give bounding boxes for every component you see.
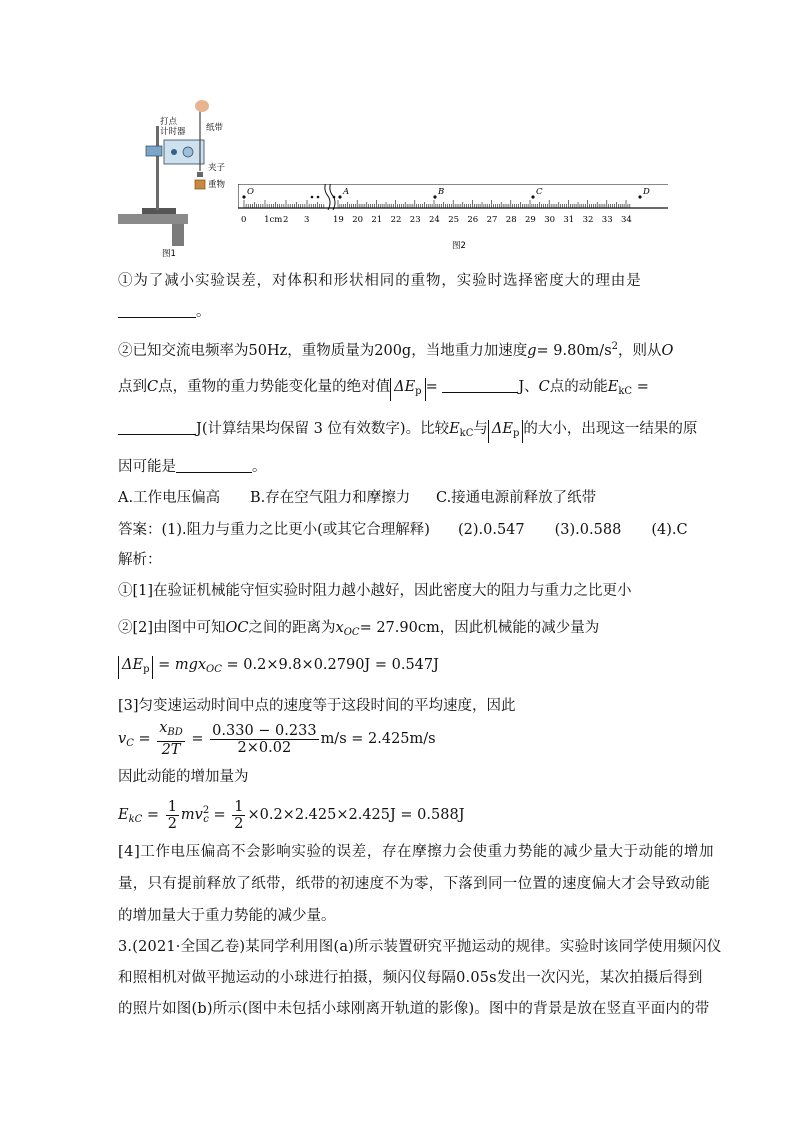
dEp-blank[interactable] <box>442 376 518 393</box>
ruler-tick-label: 2 <box>283 215 289 225</box>
q2-text-i: J(计算结果均保留 3 位有效数字)。比较 <box>196 421 450 437</box>
next-q-l1: 3.(2021·全国乙卷)某同学利用图(a)所示装置研究平抛运动的规律。实验时该同学使用频闪仪 <box>118 939 722 955</box>
ruler-tick-label: 21 <box>371 215 383 225</box>
tape-point-label: C <box>536 187 543 197</box>
analysis-s2: ②[2]由图中可知OC之间的距离为$x_{OC}= 27.90cm$，因此机械能的减少量为 <box>118 620 600 638</box>
tape-dot <box>311 196 314 199</box>
q2-line1 <box>118 337 678 361</box>
formula-2: $v_C$ = $\frac{x_{BD}}{2T}$ = $\frac{0.330 - 0.233}{2\times 0.02}$ m/s = 2.425m/s <box>118 720 436 758</box>
q2-text-a: ②已知交流电频率为 <box>118 343 249 359</box>
analysis-s1: ①[1]在验证机械能守恒实验时阻力越小越好，因此密度大的阻力与重力之比更小 <box>118 583 632 599</box>
q2-text-d: ，则从 <box>618 343 662 359</box>
answer-1: (1).阻力与重力之比更小(或其它合理解释) <box>161 522 430 538</box>
q2-g: g <box>527 343 537 359</box>
figure1-caption: 图1 <box>162 249 176 259</box>
hand-icon <box>195 100 209 112</box>
answer-3: (3).0.588 <box>554 522 622 538</box>
option-a[interactable]: A.工作电压偏高 <box>118 490 221 506</box>
ruler-tick-label: 31 <box>563 215 575 225</box>
ruler-tick-label: 3 <box>304 215 310 225</box>
answer-4: (4).C <box>651 522 688 538</box>
q2-text-k: 的大小，出现这一结果的原 <box>523 421 698 437</box>
tape-dot <box>317 196 320 199</box>
tape-point-label: O <box>247 187 254 197</box>
analysis-s5-2: 量，只有提前释放了纸带，纸带的初速度不为零，下落到同一位置的速度偏大才会导致动能 <box>118 876 710 892</box>
q2-mass: 200g <box>374 343 412 359</box>
q1-answer-line <box>118 301 678 322</box>
reason-blank[interactable] <box>176 456 252 473</box>
analysis-s5-1: [4]工作电压偏高不会影响实验的误差，存在摩擦力会使重力势能的减少量大于动能的增加 <box>118 844 715 860</box>
q2-line3: J(计算结果均保留 3 位有效数字)。比较$E_{kC}$与 $\Delta E_p$ 的大小，出现这一结果的原 <box>118 418 678 444</box>
figures <box>118 96 678 266</box>
ruler-tick-label: 28 <box>505 215 517 225</box>
ruler-tick-label: 27 <box>486 215 498 225</box>
clamp <box>146 146 162 156</box>
q2-freq: 50Hz <box>248 343 288 359</box>
option-c[interactable]: C.接通电源前释放了纸带 <box>436 490 597 506</box>
ruler-tick-label: 24 <box>429 215 440 225</box>
tape-point-label: A <box>343 187 350 197</box>
table-top <box>118 214 188 224</box>
next-q-l3: 的照片如图(b)所示(图中未包括小球刚离开轨道的影像)。图中的背景是放在竖直平面内的带 <box>118 1001 710 1017</box>
answer-line <box>118 520 688 540</box>
label-timer-2: 计时器 <box>160 127 186 137</box>
analysis-s4: 因此动能的增加量为 <box>118 769 249 785</box>
ruler-tick-label: 22 <box>390 215 402 225</box>
tape-dot <box>638 195 641 198</box>
label-timer-1: 打点 <box>160 117 178 127</box>
option-b[interactable]: B.存在空气阻力和摩擦力 <box>250 490 411 506</box>
Ek-blank[interactable] <box>118 418 196 435</box>
analysis-label: 解析： <box>118 552 162 568</box>
q2-point-O: O <box>661 343 674 359</box>
ruler-tick-label: 29 <box>525 215 536 225</box>
label-weight: 重物 <box>208 180 226 190</box>
ruler-tick-label: 1cm <box>264 215 283 225</box>
tape-dot <box>242 195 245 198</box>
q2-line4 <box>118 456 678 477</box>
ruler-figure <box>238 184 678 254</box>
analysis-s3: [3]匀变速运动时间中点的速度等于这段时间的平均速度，因此 <box>118 698 516 714</box>
q1-text: ①为了减小实验误差，对体积和形状相同的重物，实验时选择密度大的理由是 <box>118 273 642 289</box>
answer-2: (2).0.547 <box>457 522 525 538</box>
frac-values: $\frac{0.330 - 0.233}{2\times 0.02}$ <box>212 722 317 756</box>
q2-g-exp: 2 <box>611 341 619 352</box>
apparatus-figure <box>118 96 228 261</box>
q2-line2: 点到C点，重物的重力势能变化量的绝对值 $\Delta E_p = J$、C点的动能$E_{kC}$ = <box>118 376 678 402</box>
tape-dot <box>531 195 534 198</box>
ruler-tick-label: 25 <box>448 215 460 225</box>
q1-end: 。 <box>196 304 211 320</box>
next-q-l2: 和照相机对做平抛运动的小球进行拍摄，频闪仪每隔0.05s发出一次闪光，某次拍摄后得到 <box>118 970 703 986</box>
tape-dot <box>338 195 341 198</box>
ruler-tick-label: 26 <box>467 215 479 225</box>
ruler-tick-label: 30 <box>544 215 556 225</box>
q1-blank[interactable] <box>118 301 196 318</box>
ruler-tick-label: 32 <box>582 215 594 225</box>
tape-point-label: B <box>438 187 445 197</box>
q1-line <box>118 271 678 291</box>
q2-text-j: 与 <box>473 421 488 437</box>
label-tape: 纸带 <box>206 123 224 133</box>
q2-text-m: 。 <box>252 459 267 475</box>
ruler-tick-label: 20 <box>352 215 364 225</box>
analysis-s5-3: 的增加量大于重力势能的减少量。 <box>118 908 336 924</box>
options-line <box>118 488 678 508</box>
q2-text-f: 点，重物的重力势能变化量的绝对值 <box>158 379 391 395</box>
q2-text-h: 点的动能 <box>549 379 608 395</box>
frac-xbd-2t: $\frac{x_{BD}}{2T}$ <box>159 720 183 758</box>
formula-1: $\Delta E_p = mgx_{OC} = 0.2\times 9.8\times 0.2790J = 0.547J$ <box>118 655 678 680</box>
weight-icon <box>195 180 205 189</box>
q2-point-C: C <box>147 379 159 395</box>
formula-3: $E_{kC}$ = $\frac{1}{2}$ $mv^2_c$ = $\frac{1}{2}$ ×0.2×2.425×2.425J = 0.588J <box>118 798 465 832</box>
dEp-abs: $\Delta E_p$ <box>390 378 425 401</box>
ruler-tick-label: 34 <box>621 215 632 225</box>
label-clip: 夹子 <box>208 163 226 173</box>
table-leg <box>172 224 184 246</box>
ruler-tick-label: 33 <box>601 215 613 225</box>
ruler-tick-label: 23 <box>409 215 421 225</box>
ruler-tick-label: 19 <box>333 215 344 225</box>
dEp-abs-2: $\Delta E_p$ <box>488 420 523 443</box>
tape-dot <box>333 196 336 199</box>
stand-rod <box>156 126 159 210</box>
ruler-tick-label: 0 <box>241 215 247 225</box>
figure2-caption: 图2 <box>452 241 466 251</box>
q2-text-e: 点到 <box>118 379 147 395</box>
q2-g-val: = 9.80m/s <box>536 343 612 359</box>
Ek-symbol: E <box>607 379 619 395</box>
tape-point-label: D <box>643 187 650 197</box>
q2-text-b: ，重物质量为 <box>287 343 375 359</box>
q2-text-c: ，当地重力加速度 <box>411 343 528 359</box>
tape-dot <box>433 195 436 198</box>
answer-label: 答案： <box>118 522 162 538</box>
q2-text-l: 因可能是 <box>118 459 176 475</box>
q2-text-g: J、 <box>518 379 539 395</box>
formula-1-lhs: $\Delta E_p$ <box>118 656 153 679</box>
clip-icon <box>197 172 203 177</box>
